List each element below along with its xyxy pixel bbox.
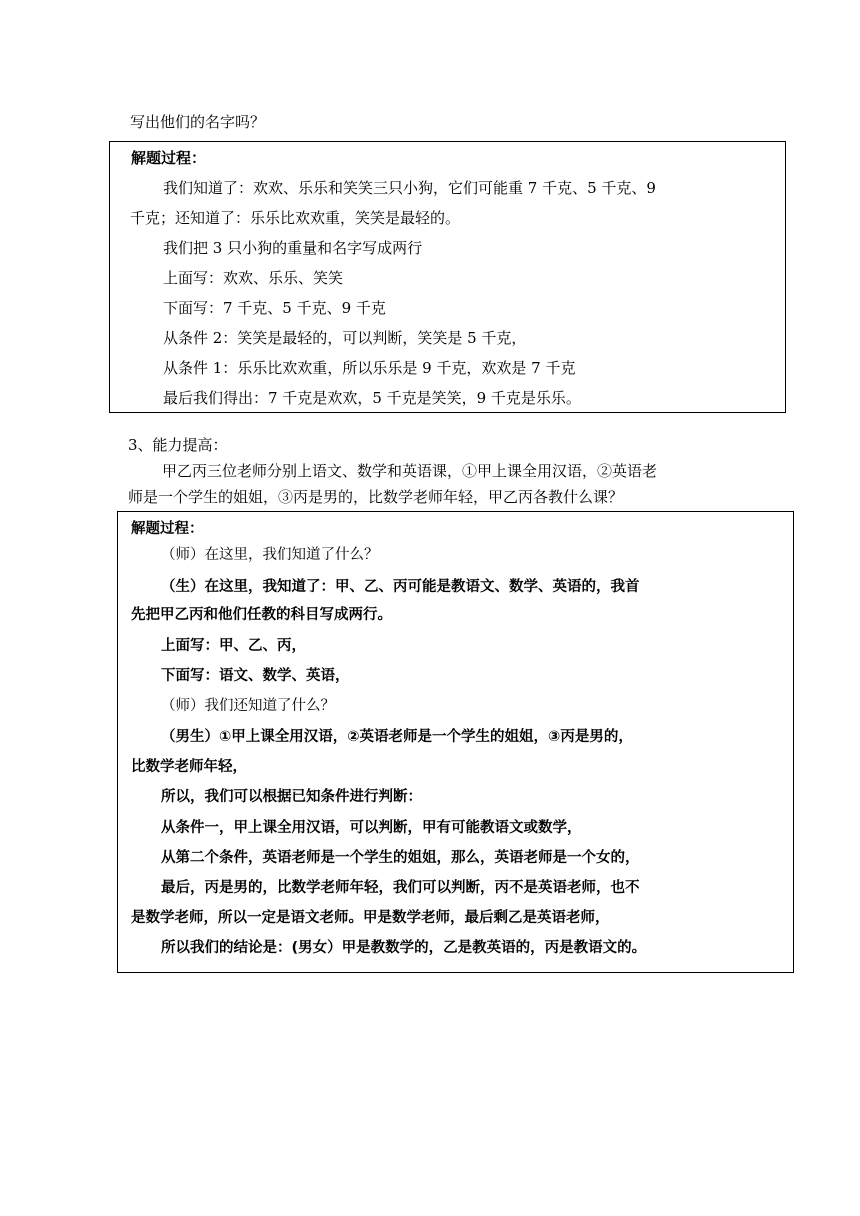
- problem-line: 甲乙丙三位老师分别上语文、数学和英语课，①甲上课全用汉语，②英语老: [162, 462, 658, 480]
- solution-line: 我们把 3 只小狗的重量和名字写成两行: [163, 239, 423, 257]
- solution-line: （师）我们还知道了什么？: [161, 698, 335, 714]
- solution-line: 所以，我们可以根据已知条件进行判断：: [161, 789, 422, 805]
- solution-line: 最后，丙是男的，比数学老师年轻，我们可以判断，丙不是英语老师，也不: [161, 880, 640, 896]
- solution-line: 千克；还知道了：乐乐比欢欢重，笑笑是最轻的。: [130, 209, 461, 227]
- solution-line: （师）在这里，我们知道了什么？: [161, 547, 379, 563]
- solution-line: 所以我们的结论是：(男女）甲是教数学的，乙是教英语的，丙是教语文的。: [161, 940, 647, 956]
- solution-line: 上面写：甲、乙、丙，: [161, 638, 306, 654]
- solution-line: 下面写：语文、数学、英语，: [161, 668, 350, 684]
- solution-line: 最后我们得出：7 千克是欢欢，5 千克是笑笑，9 千克是乐乐。: [163, 389, 581, 407]
- intro-line: 写出他们的名字吗？: [130, 113, 266, 131]
- solution-heading: 解题过程：: [131, 149, 207, 167]
- solution-line: 从条件 1：乐乐比欢欢重，所以乐乐是 9 千克，欢欢是 7 千克: [163, 359, 576, 377]
- problem-line: 师是一个学生的姐姐，③丙是男的，比数学老师年轻，甲乙丙各教什么课？: [128, 488, 624, 506]
- solution-line: 是数学老师，所以一定是语文老师。甲是数学老师，最后剩乙是英语老师，: [131, 910, 610, 926]
- solution-line: 从条件 2：笑笑是最轻的，可以判断，笑笑是 5 千克，: [163, 329, 527, 347]
- solution-line: 下面写：7 千克、5 千克、9 千克: [163, 299, 386, 317]
- solution-line: 从第二个条件，英语老师是一个学生的姐姐，那么，英语老师是一个女的，: [161, 850, 640, 866]
- solution-line: 比数学老师年轻，: [131, 759, 247, 775]
- solution-box-2: [117, 511, 794, 973]
- solution-line: （生）在这里，我知道了：甲、乙、丙可能是教语文、数学、英语的，我首: [161, 579, 640, 595]
- solution-line: （男生）①甲上课全用汉语，②英语老师是一个学生的姐姐，③丙是男的，: [161, 729, 633, 745]
- solution-heading: 解题过程：: [131, 521, 204, 537]
- solution-box-1: [109, 141, 786, 413]
- solution-line: 我们知道了：欢欢、乐乐和笑笑三只小狗，它们可能重 7 千克、5 千克、9: [163, 179, 656, 197]
- solution-line: 从条件一，甲上课全用汉语，可以判断，甲有可能教语文或数学，: [161, 820, 582, 836]
- section-title: 3、能力提高：: [128, 436, 228, 454]
- solution-line: 上面写：欢欢、乐乐、笑笑: [163, 269, 344, 287]
- solution-line: 先把甲乙丙和他们任教的科目写成两行。: [131, 607, 392, 623]
